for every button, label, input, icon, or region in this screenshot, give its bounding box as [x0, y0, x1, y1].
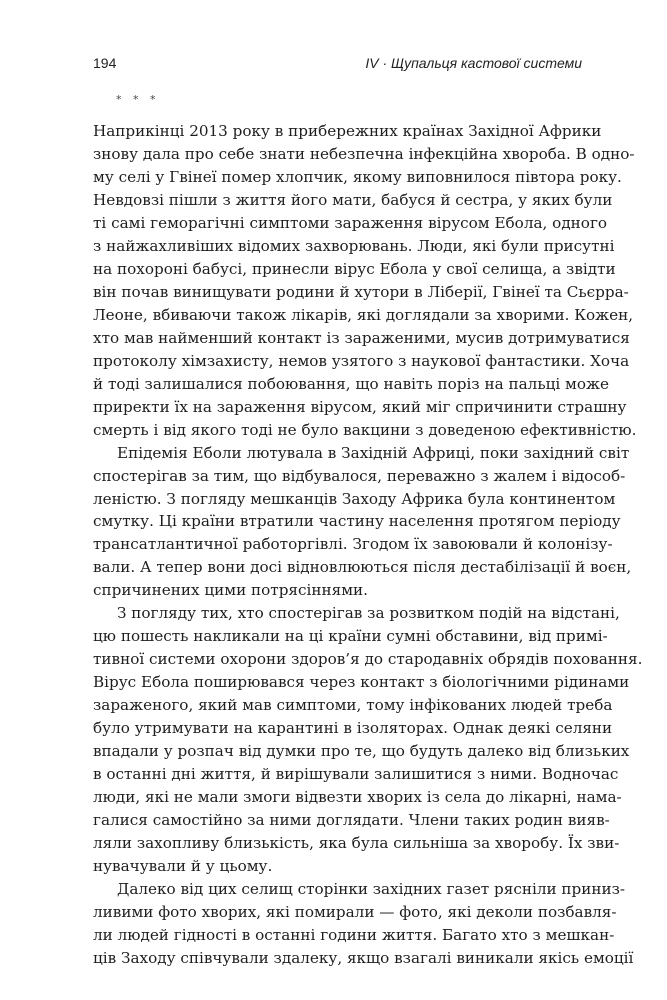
- text-line: Вірус Ебола поширювався через контакт з біологічними рідинами: [93, 673, 630, 692]
- text-line: леністю. З погляду мешканців Заходу Африка була континентом: [93, 489, 616, 508]
- text-line: Епідемія Еболи лютувала в Західній Африці, поки західний світ: [117, 443, 630, 462]
- text-line: смутку. Ці країни втратили частину населення протягом періоду: [93, 512, 621, 531]
- text-line: му селі у Гвінеї помер хлопчик, якому виповнилося півтора року.: [93, 167, 622, 186]
- text-line: ливими фото хворих, які помирали — фото, які деколи позбавля-: [93, 902, 617, 921]
- text-line: нувачували й у цьому.: [93, 857, 273, 875]
- text-line: З погляду тих, хто спостерігав за розвитком подій на відстані,: [117, 604, 620, 623]
- text-line: спостерігав за тим, що відбувалося, переважно з жалем і відособ-: [93, 466, 626, 485]
- paragraph: [93, 602, 643, 878]
- paragraph: [93, 120, 637, 442]
- text-line: люди, які не мали змоги відвезти хворих із села до лікарні, нама-: [93, 788, 622, 807]
- text-line: смерть і від якого тоді не було вакцини з доведеною ефективністю.: [93, 420, 637, 439]
- text-line: ляли захопливу близькість, яка була сильніша за хворобу. Їх зви-: [93, 834, 620, 853]
- text-line: Далеко від цих селищ сторінки західних газет рясніли приниз-: [117, 879, 626, 898]
- page-number: 194: [93, 55, 117, 71]
- text-line: на похороні бабусі, принесли вірус Ебола у свої селища, а звідти: [93, 259, 616, 278]
- text-line: зараженого, який мав симптоми, тому інфікованих людей треба: [93, 696, 613, 715]
- text-line: ців Заходу співчували здалеку, якщо взагалі виникали якісь емоції: [93, 948, 634, 967]
- text-line: спричинених цими потрясіннями.: [93, 581, 368, 600]
- text-line: в останні дні життя, й вирішували залишитися з ними. Водночас: [93, 765, 619, 784]
- text-line: тивної системи охорони здоров’я до стародавніх обрядів поховання.: [93, 650, 643, 669]
- text-line: він почав винищувати родини й хутори в Ліберії, Гвінеї та Сьєрра-: [93, 282, 629, 301]
- paragraph: [93, 878, 634, 970]
- text-line: з найжахливіших відомих захворювань. Люди, які були присутні: [93, 236, 615, 255]
- text-line: було утримувати на карантині в ізоляторах. Однак деякі селяни: [93, 719, 613, 738]
- text-line: хто мав найменший контакт із зараженими, мусив дотримуватися: [93, 328, 630, 347]
- body-text: [93, 120, 643, 970]
- running-title: IV · Щупальця кастової системи: [365, 55, 582, 71]
- text-line: ті самі геморагічні симптоми зараження вірусом Ебола, одного: [93, 213, 608, 232]
- text-line: вали. А тепер вони досі відновлюються після дестабілізації й воєн,: [93, 558, 632, 577]
- text-line: ли людей гідності в останні години життя. Багато хто з мешкан-: [93, 925, 615, 944]
- text-line: галися самостійно за ними доглядати. Члени таких родин вияв-: [93, 811, 610, 830]
- text-line: приректи їх на зараження вірусом, який міг спричинити страшну: [93, 397, 627, 416]
- text-line: цю пошесть накликали на ці країни сумні обставини, від примі-: [93, 627, 608, 646]
- text-line: Леоне, вбиваючи також лікарів, які доглядали за хворими. Кожен,: [93, 305, 634, 324]
- section-separator: * * *: [116, 93, 160, 106]
- text-line: Наприкінці 2013 року в прибережних країнах Західної Африки: [93, 122, 602, 140]
- text-line: трансатлантичної работоргівлі. Згодом їх завоювали й колонізу-: [93, 535, 613, 554]
- text-line: знову дала про себе знати небезпечна інфекційна хвороба. В одно-: [93, 144, 635, 163]
- text-line: Невдовзі пішли з життя його мати, бабуся й сестра, у яких були: [93, 190, 613, 209]
- text-line: й тоді залишалися побоювання, що навіть поріз на пальці може: [93, 374, 609, 393]
- paragraph: [93, 442, 632, 603]
- text-line: протоколу хімзахисту, немов узятого з наукової фантастики. Хоча: [93, 351, 630, 370]
- text-line: впадали у розпач від думки про те, що будуть далеко від близьких: [93, 742, 630, 761]
